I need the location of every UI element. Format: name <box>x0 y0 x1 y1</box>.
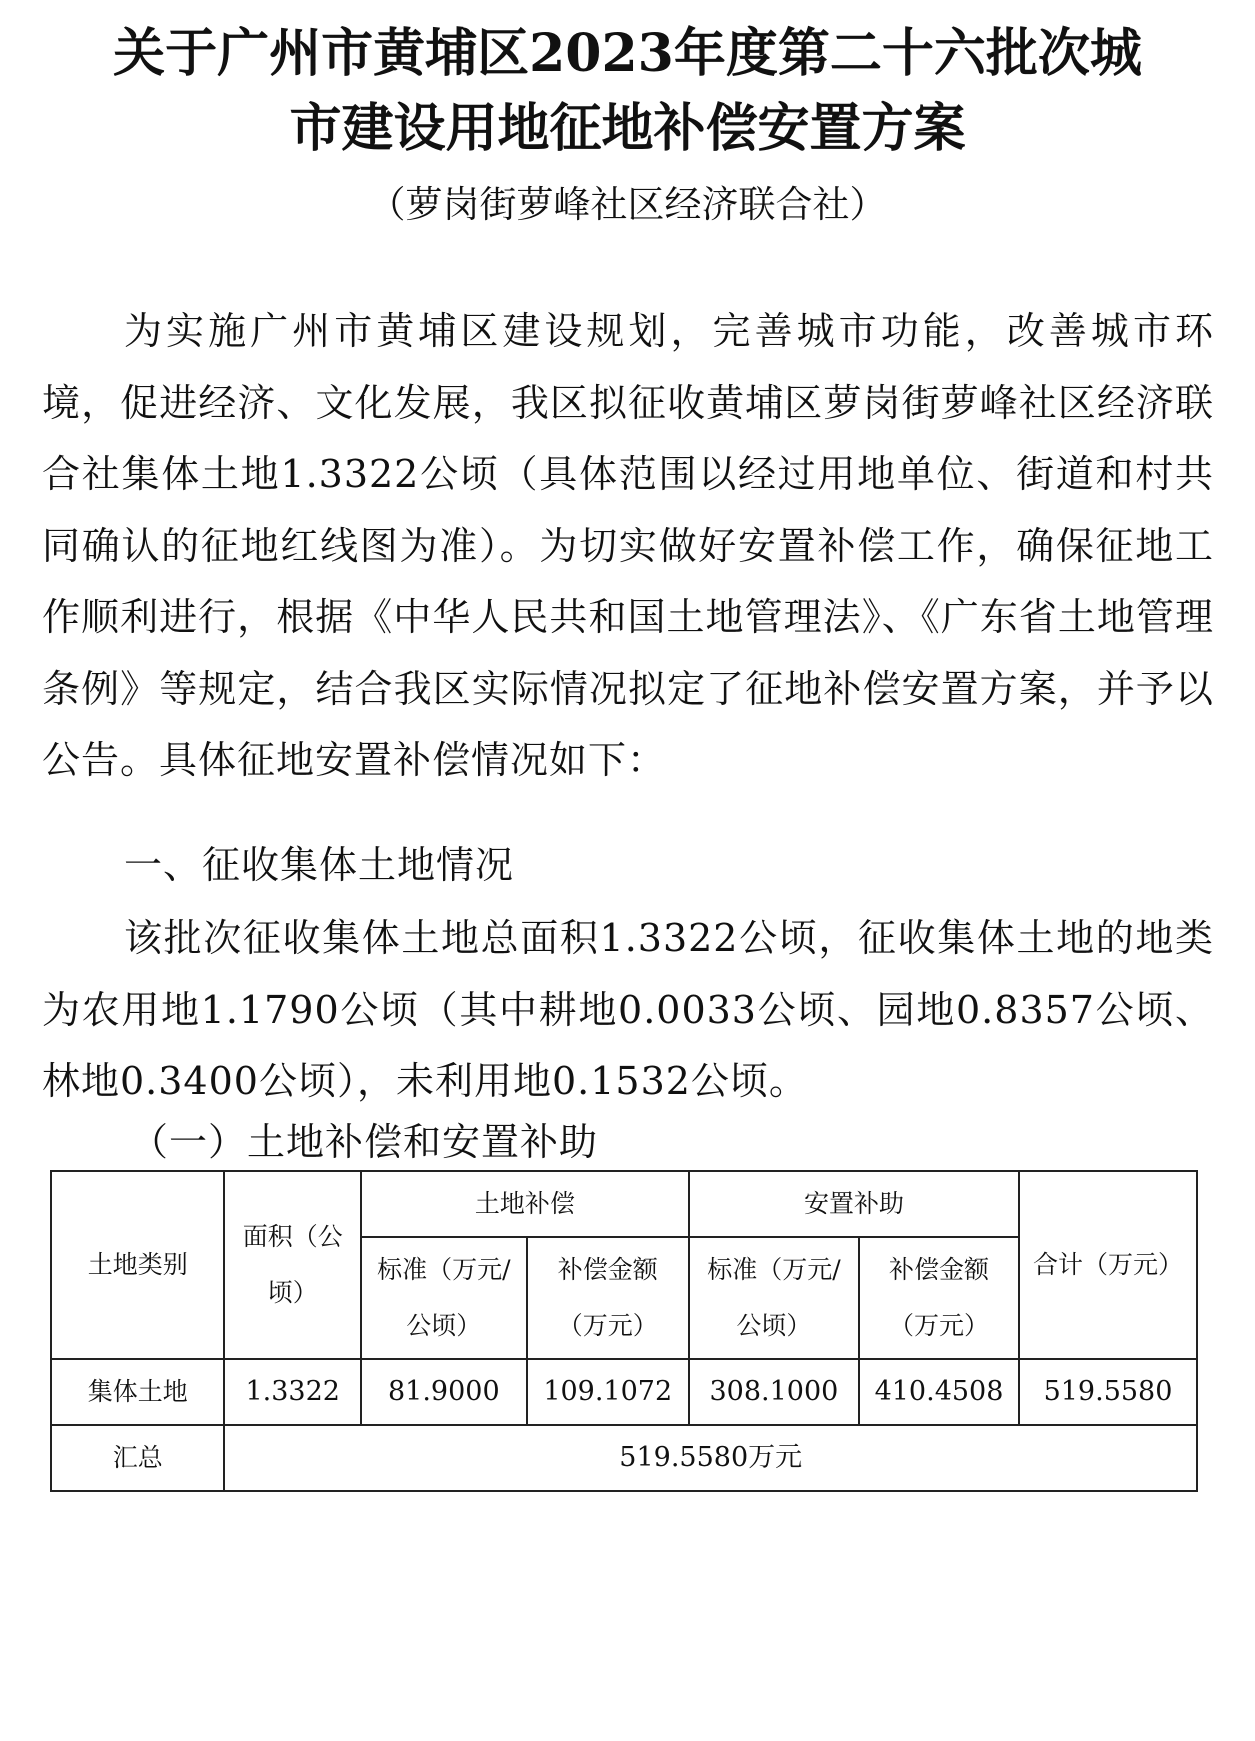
table-row <box>51 1359 1197 1425</box>
table-summary-row <box>51 1425 1197 1491</box>
cell-land-type: 集体土地 <box>51 1359 224 1425</box>
land-situation-paragraph: 该批次征收集体土地总面积1.3322公顷，征收集体土地的地类为农用地1.1790公顷（其中耕地0.0033公顷、园地0.8357公顷、林地0.3400公顷），未利用地0.1532公顷。 <box>42 916 1214 1103</box>
header-area: 面积（公顷） <box>224 1171 361 1359</box>
header-resettlement-subsidy: 安置补助 <box>689 1171 1019 1237</box>
cell-area: 1.3322 <box>224 1359 361 1425</box>
section-heading-1: 一、征收集体土地情况 <box>124 843 515 887</box>
header-land-type: 土地类别 <box>51 1171 224 1359</box>
header-land-compensation: 土地补偿 <box>361 1171 689 1237</box>
header-resettle-amount: 补偿金额（万元） <box>859 1237 1019 1359</box>
header-land-amount: 补偿金额（万元） <box>527 1237 689 1359</box>
document-subtitle: （萝岗街萝峰社区经济联合社） <box>368 183 887 226</box>
cell-land-standard: 81.9000 <box>361 1359 527 1425</box>
cell-land-amount: 109.1072 <box>527 1359 689 1425</box>
summary-value: 519.5580万元 <box>224 1425 1197 1491</box>
summary-label: 汇总 <box>51 1425 224 1491</box>
header-resettle-standard: 标准（万元/公顷） <box>689 1237 859 1359</box>
cell-resettle-amount: 410.4508 <box>859 1359 1019 1425</box>
document-title-line2: 市建设用地征地补偿安置方案 <box>289 98 966 159</box>
cell-resettle-standard: 308.1000 <box>689 1359 859 1425</box>
table-header-row-1 <box>51 1171 1197 1237</box>
header-land-standard: 标准（万元/公顷） <box>361 1237 527 1359</box>
subsection-heading-1: （一）土地补偿和安置补助 <box>130 1120 599 1164</box>
header-total: 合计（万元） <box>1019 1171 1197 1359</box>
intro-paragraph: 为实施广州市黄埔区建设规划，完善城市功能，改善城市环境，促进经济、文化发展，我区拟征收黄埔区萝岗街萝峰社区经济联合社集体土地1.3322公顷（具体范围以经过用地单位、街道和村共同确认的征地红线图为准）。为切实做好安置补偿工作，确保征地工作顺利进行，根据《中华人民共和国土地管理法》、《广东省土地管理条例》等规定，结合我区实际情况拟定了征地补偿安置方案，并予以公告。具体征地安置补偿情况如下： <box>42 309 1214 782</box>
compensation-table <box>50 1170 1198 1492</box>
document-title-line1: 关于广州市黄埔区2023年度第二十六批次城 <box>113 23 1142 84</box>
cell-total: 519.5580 <box>1019 1359 1197 1425</box>
